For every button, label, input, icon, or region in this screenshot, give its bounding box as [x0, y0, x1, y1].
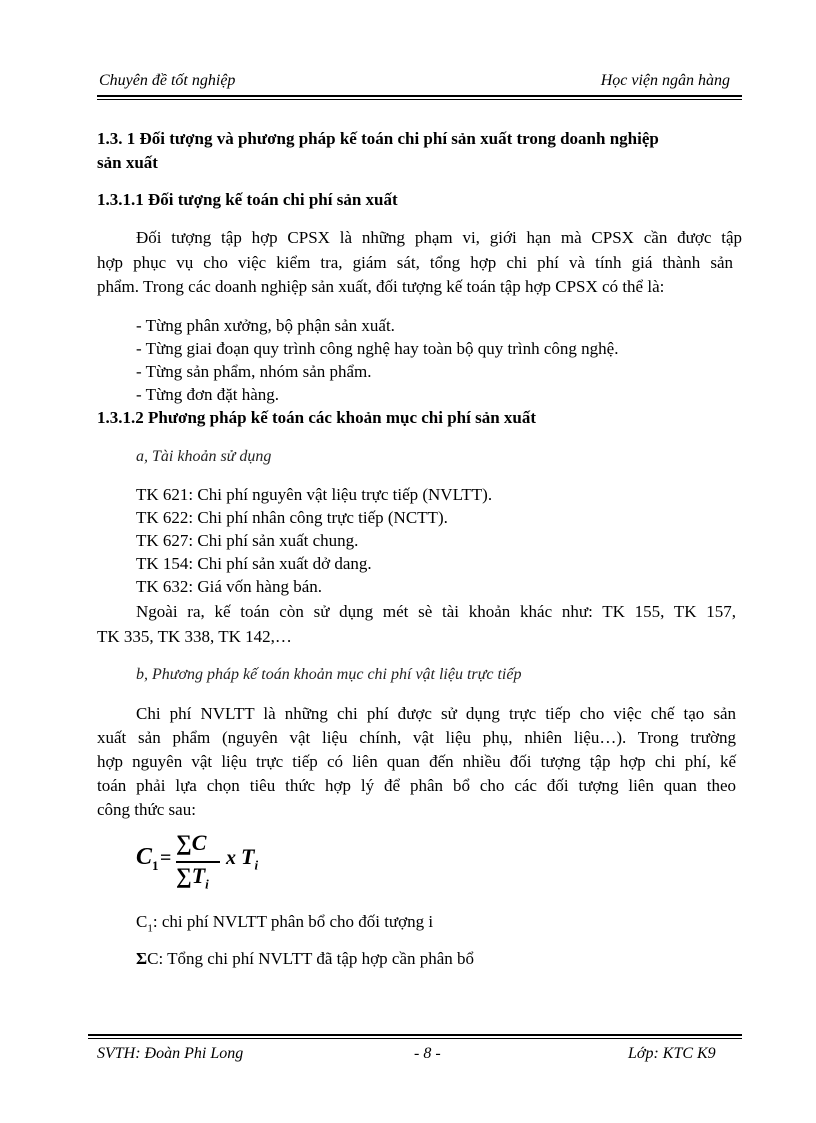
formula-times: x — [226, 847, 236, 869]
header-right: Học viện ngân hàng — [600, 72, 730, 89]
list-item: - Từng phân xưởng, bộ phận sản xuất. — [136, 316, 395, 335]
formula-numerator: ∑C — [176, 830, 207, 855]
list-item: - Từng sản phẩm, nhóm sản phẩm. — [136, 362, 372, 381]
allocation-formula — [136, 830, 276, 894]
paragraph-line: toán phải lựa chọn tiêu thức hợp lý để phân bổ cho các đối tượng liên quan theo — [97, 776, 736, 795]
account-line: TK 621: Chi phí nguyên vật liệu trực tiếp (NVLTT). — [136, 485, 493, 504]
list-item: - Từng đơn đặt hàng. — [136, 385, 280, 404]
section-heading-line1: 1.3. 1 Đối tượng và phương pháp kế toán chi phí sản xuất trong doanh nghiệp — [97, 129, 659, 148]
paragraph-line: phẩm. Trong các doanh nghiệp sản xuất, đối tượng kế toán tập hợp CPSX có thể là: — [97, 277, 665, 296]
header-rule-thin — [97, 99, 742, 100]
paragraph-line: xuất sản phẩm (nguyên vật liệu chính, vật liệu phụ, nhiên liệu…). Trong trường — [97, 728, 736, 747]
paragraph-line: Chi phí NVLTT là những chi phí được sử dụng trực tiếp cho việc chế tạo sản — [136, 704, 736, 723]
footer-class: Lớp: KTC K9 — [628, 1045, 716, 1062]
formula-denominator: $\sum T_i$ — [176, 863, 209, 892]
page-number: - 8 - — [414, 1045, 441, 1062]
paragraph-line: công thức sau: — [97, 800, 196, 819]
definition-sum-c: ΣC: Tổng chi phí NVLTT đã tập hợp cần phân bổ — [136, 949, 475, 968]
subsection-heading-1: 1.3.1.1 Đối tượng kế toán chi phí sản xuất — [97, 190, 398, 209]
formula-equals: = — [160, 847, 172, 869]
paragraph-line: Đối tượng tập hợp CPSX là những phạm vi, giới hạn mà CPSX cần được tập — [136, 228, 742, 247]
account-line: TK 622: Chi phí nhân công trực tiếp (NCTT). — [136, 508, 448, 527]
paragraph-line: TK 335, TK 338, TK 142,… — [97, 627, 292, 646]
footer-rule-thin — [88, 1038, 742, 1039]
paragraph-line: Ngoài ra, kế toán còn sử dụng mét sè tài khoản khác như: TK 155, TK 157, — [136, 602, 736, 621]
page-header — [97, 72, 742, 94]
list-item: - Từng giai đoạn quy trình công nghệ hay toàn bộ quy trình công nghệ. — [136, 339, 619, 358]
account-line: TK 627: Chi phí sản xuất chung. — [136, 531, 359, 550]
subsection-heading-2: 1.3.1.2 Phương pháp kế toán các khoản mục chi phí sản xuất — [97, 408, 537, 427]
header-left: Chuyên đề tốt nghiệp — [99, 72, 236, 89]
footer-rule-thick — [88, 1034, 742, 1036]
header-rule-thick — [97, 95, 742, 97]
account-line: TK 632: Giá vốn hàng bán. — [136, 577, 323, 596]
definition-c1: $C_1$: chi phí NVLTT phân bổ cho đối tượng i — [136, 912, 434, 935]
section-heading-line2: sản xuất — [97, 153, 158, 172]
part-b-title: b, Phương pháp kế toán khoản mục chi phí vật liệu trực tiếp — [136, 666, 522, 683]
paragraph-line: hợp phục vụ cho việc kiểm tra, giám sát, tổng hợp chi phí và tính giá thành sản — [97, 253, 733, 272]
part-a-title: a, Tài khoản sử dụng — [136, 448, 272, 465]
formula-factor: $T_i$ — [241, 844, 259, 873]
account-line: TK 154: Chi phí sản xuất dở dang. — [136, 554, 372, 573]
footer-author: SVTH: Đoàn Phi Long — [97, 1045, 244, 1062]
formula-lhs: $C_1$ — [136, 844, 159, 873]
paragraph-line: hợp nguyên vật liệu trực tiếp có liên quan đến nhiều đối tượng tập hợp chi phí, kế — [97, 752, 736, 771]
